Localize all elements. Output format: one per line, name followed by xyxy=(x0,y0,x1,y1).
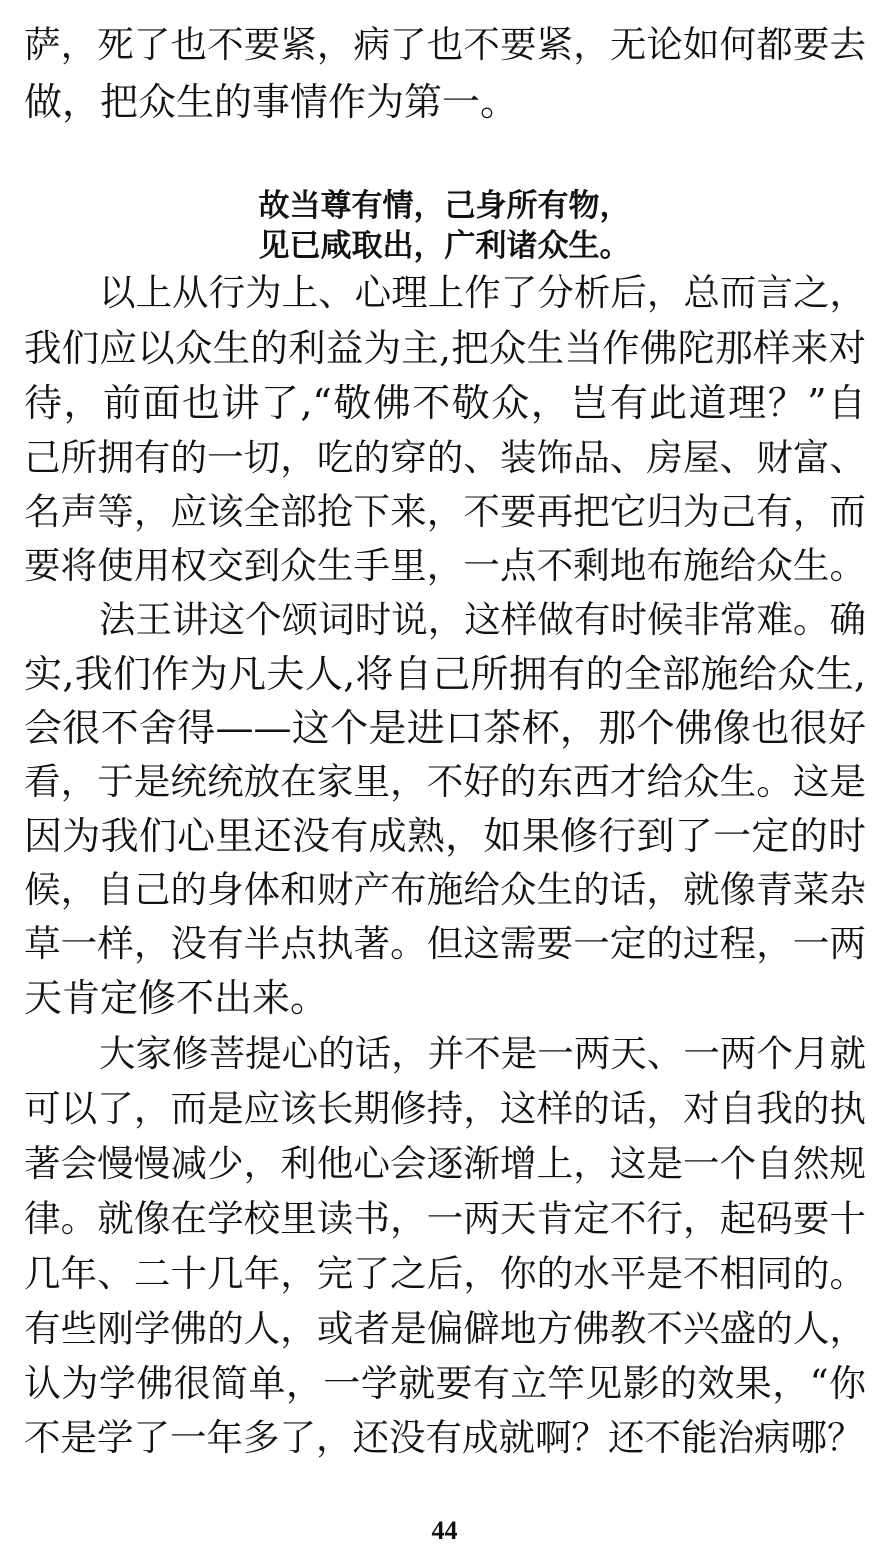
text-line: 不是学了一年多了，还没有成就啊？还不能治病哪？ xyxy=(24,1416,864,1459)
page-number: 44 xyxy=(431,1516,458,1545)
text-line: 因为我们心里还没有成熟，如果修行到了一定的时 xyxy=(24,814,866,858)
text-line: 会很不舍得——这个是进口茶杯，那个佛像也很好 xyxy=(24,706,866,750)
text-line: 几年、二十几年，完了之后，你的水平是不相同的。 xyxy=(24,1252,866,1295)
text-line: 可以了，而是应该长期修持，这样的话，对自我的执 xyxy=(24,1087,866,1130)
text-line: 天肯定修不出来。 xyxy=(24,976,329,1020)
text-line: 认为学佛很简单，一学就要有立竿见影的效果，“你 xyxy=(24,1362,866,1405)
paragraph-first-line: 以上从行为上、心理上作了分析后，总而言之， xyxy=(99,271,866,314)
verse-line: 故当尊有情，己身所有物， xyxy=(258,188,631,224)
text-line: 萨，死了也不要紧，病了也不要紧，无论如何都要去 xyxy=(24,23,866,66)
text-line: 著会慢慢减少，利他心会逐渐增上，这是一个自然规 xyxy=(24,1142,866,1185)
text-line: 候，自己的身体和财产布施给众生的话，就像青菜杂 xyxy=(24,868,866,911)
text-line: 实,我们作为凡夫人,将自己所拥有的全部施给众生, xyxy=(24,652,866,696)
paragraph-first-line: 大家修菩提心的话，并不是一两天、一两个月就 xyxy=(99,1032,866,1075)
text-line: 做，把众生的事情作为第一。 xyxy=(24,80,519,124)
text-line: 有些刚学佛的人，或者是偏僻地方佛教不兴盛的人， xyxy=(24,1307,866,1350)
verse-line: 见已咸取出，广利诸众生。 xyxy=(258,228,631,264)
text-line: 待，前面也讲了,“敬佛不敬众，岂有此道理？”自 xyxy=(24,381,866,425)
text-line: 律。就像在学校里读书，一两天肯定不行，起码要十 xyxy=(24,1197,866,1240)
text-line: 看，于是统统放在家里，不好的东西才给众生。这是 xyxy=(24,760,866,803)
text-line: 草一样，没有半点执著。但这需要一定的过程，一两 xyxy=(24,922,866,965)
text-line: 要将使用权交到众生手里，一点不剩地布施给众生。 xyxy=(24,544,866,587)
text-line: 名声等，应该全部抢下来，不要再把它归为己有，而 xyxy=(24,490,866,533)
text-line: 我们应以众生的利益为主,把众生当作佛陀那样来对 xyxy=(24,326,866,370)
paragraph-first-line: 法王讲这个颂词时说，这样做有时候非常难。确 xyxy=(99,598,866,641)
text-line: 己所拥有的一切，吃的穿的、装饰品、房屋、财富、 xyxy=(24,436,866,479)
